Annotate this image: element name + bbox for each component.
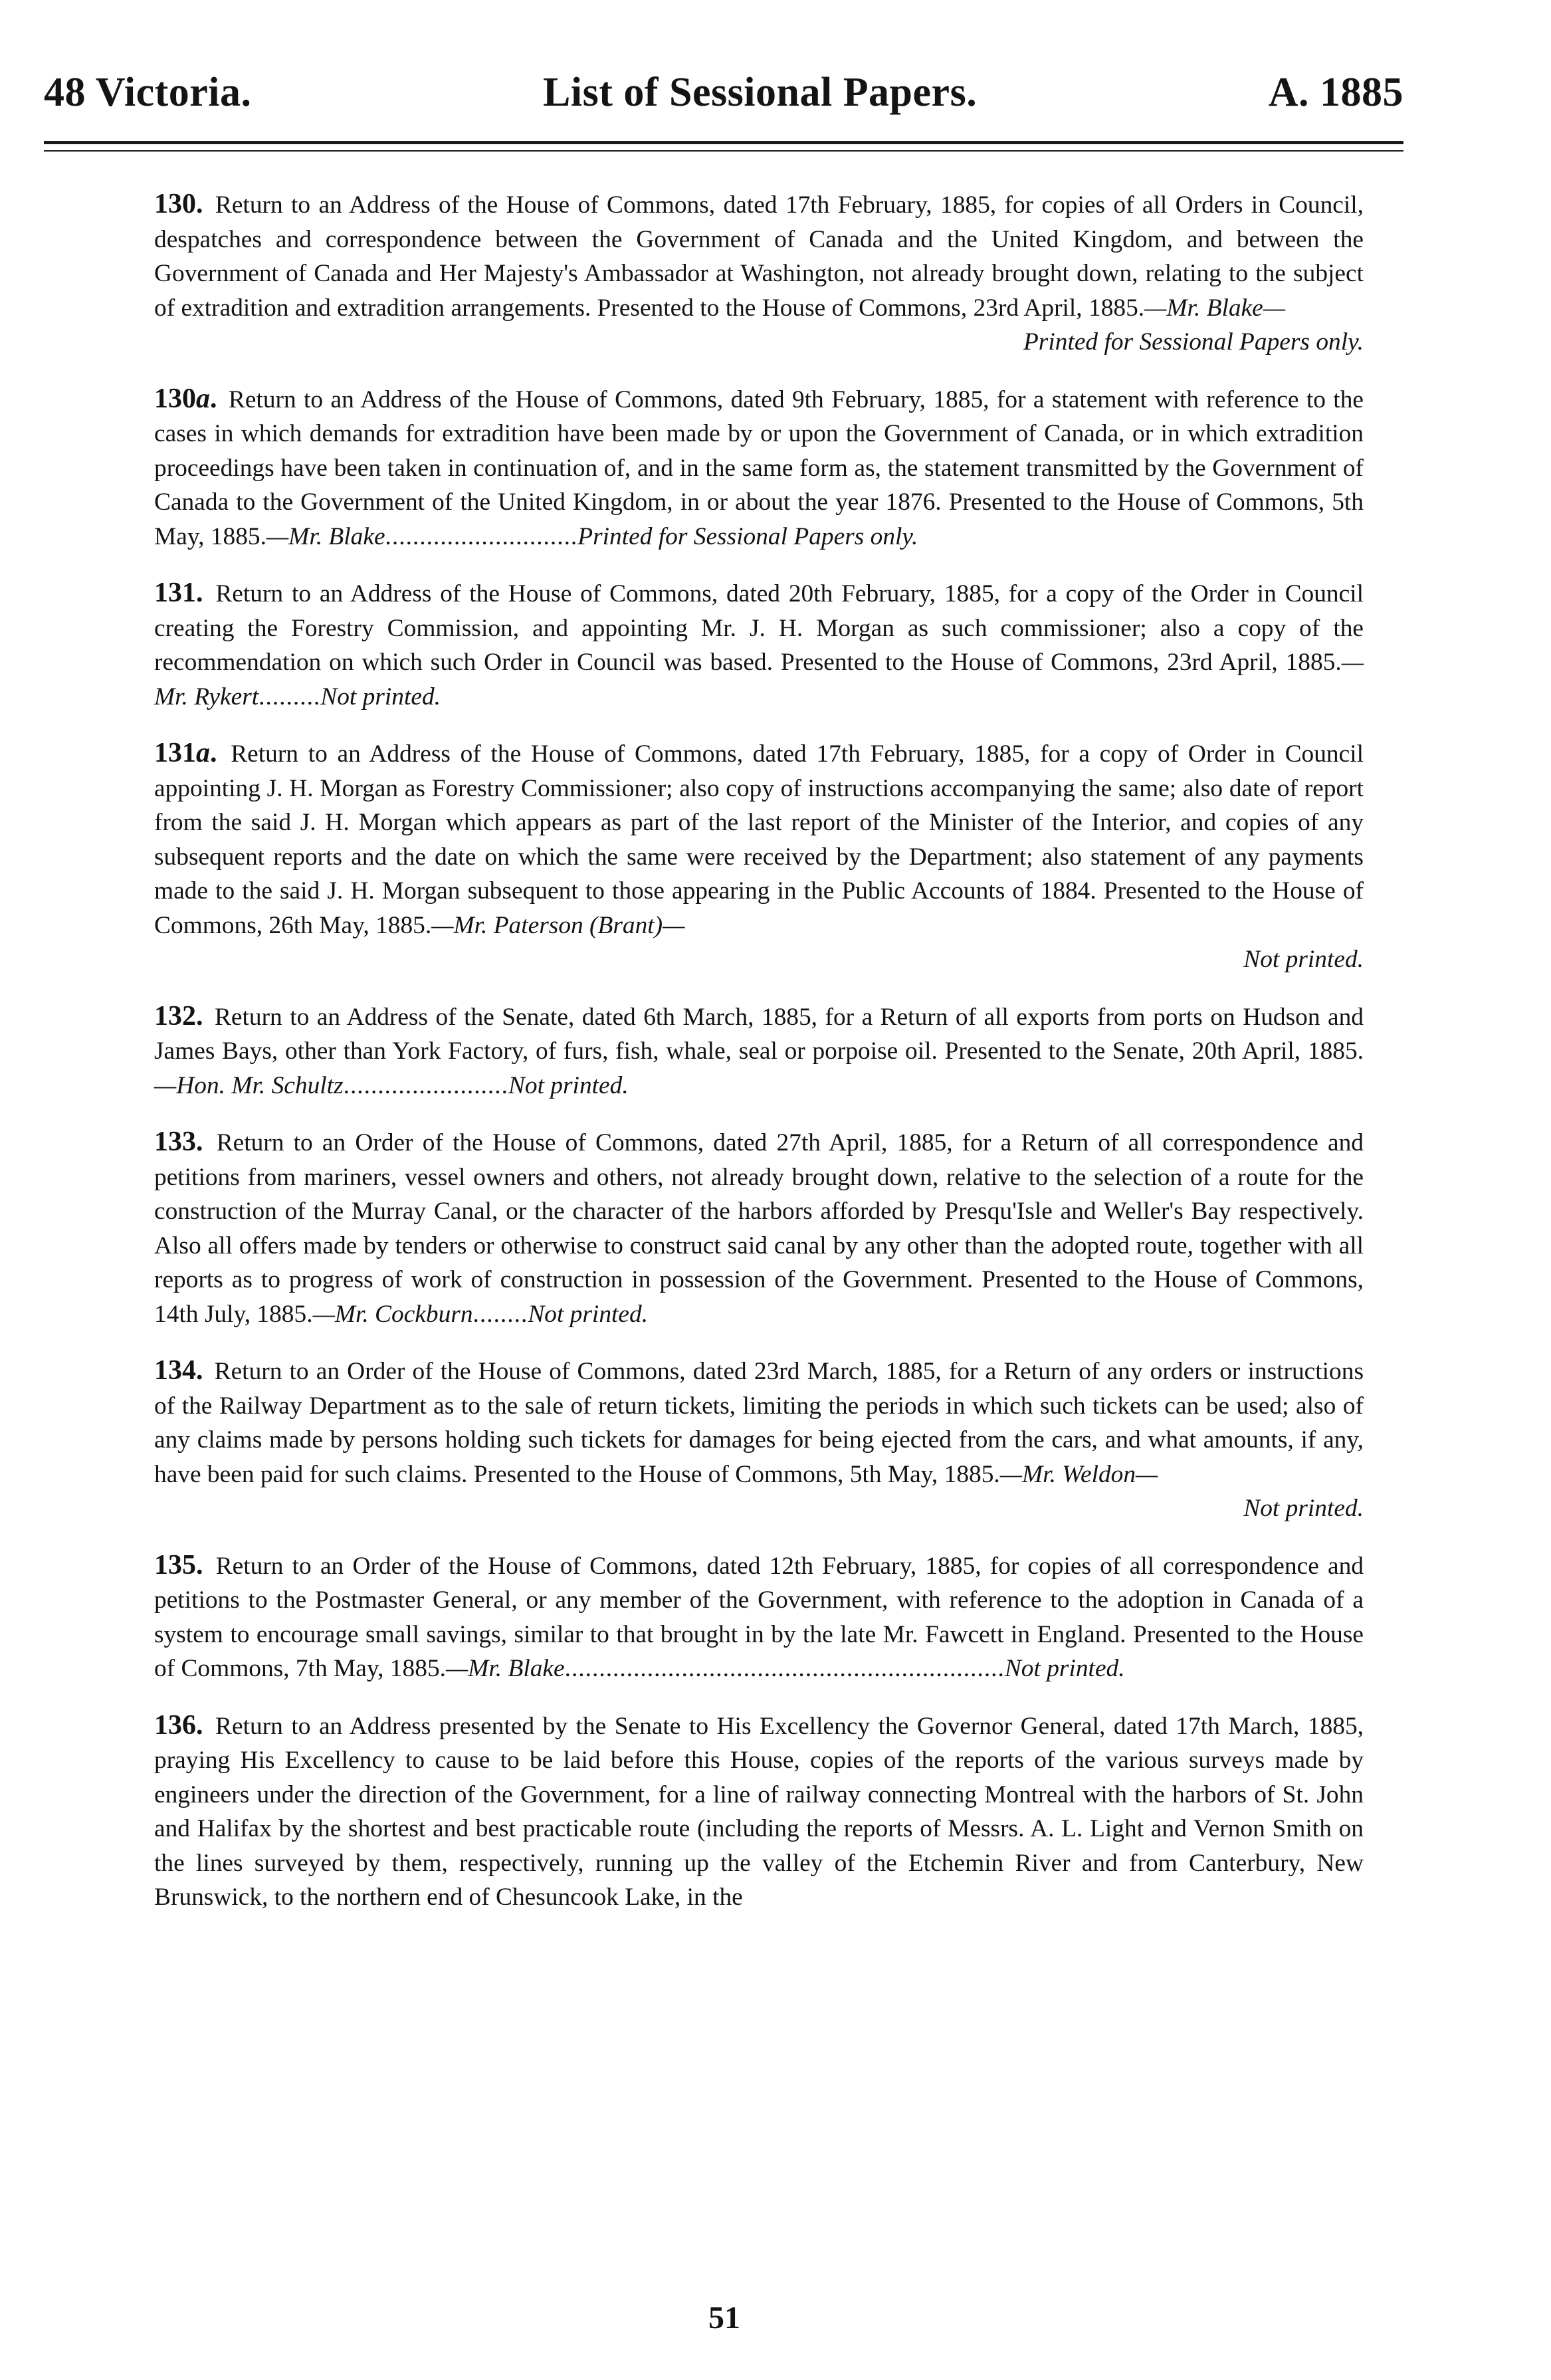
entry-description: Return to an Address of the Senate, dated 6th March, 1885, for a Return of all exports from ports on Hudson and James Bays, other than York Factory, of furs, fish, whale, seal or porpoise oil. Presented to the Senate, 20th April, 1885. <box>154 1003 1364 1065</box>
paper-entry-131a <box>154 736 1364 977</box>
entry-number: 130a. <box>154 383 217 414</box>
dot-leader: ............................ <box>385 522 578 550</box>
page-header <box>44 56 1403 129</box>
entry-description: Return to an Address of the House of Commons, dated 17th February, 1885, for copies of all Orders in Council, despatches and correspondence between the Government of Canada and the United Kingdom, and between the Government of Canada and Her Majesty's Ambassador at Washington, not already brought down, relating to the subject of extradition and extradition arrangements. Presented to the House of Commons, 23rd April, 1885. <box>154 191 1364 322</box>
entry-status: Not printed. <box>1004 1655 1125 1682</box>
entry-text <box>154 736 1364 942</box>
entry-number: 134. <box>154 1355 203 1386</box>
entry-status: Printed for Sessional Papers only. <box>1023 328 1364 356</box>
entry-member: —Mr. Blake <box>446 1655 565 1682</box>
header-year: A. 1885 <box>1268 69 1403 115</box>
entry-member: —Mr. Paterson (Brant)— <box>431 911 685 939</box>
entry-status: Not printed. <box>528 1300 649 1328</box>
dot-leader: ................................................................ <box>564 1655 1005 1682</box>
entry-text <box>154 1709 1364 1915</box>
entry-number: 135. <box>154 1549 203 1580</box>
paper-entry-132 <box>154 1000 1364 1103</box>
paper-entry-130a <box>154 382 1364 554</box>
entry-number: 130. <box>154 189 203 219</box>
sessional-papers-list <box>154 187 1364 1937</box>
entry-member: —Mr. Blake <box>266 522 385 550</box>
entry-description: Return to an Address of the House of Commons, dated 20th February, 1885, for a copy of the Order in Council creating the Forestry Commission, and appointing Mr. J. H. Morgan as such commissioner; also a copy of the recommendation on which such Order in Council was based. Presented to the House of Commons, 23rd April, 1885. <box>154 580 1364 676</box>
entry-description: Return to an Order of the House of Commons, dated 23rd March, 1885, for a Return of any orders or instructions of the Railway Department as to the sale of return tickets, limiting the periods in which such tickets can be used; also of any claims made by persons holding such tickets for damages for being ejected from the cars, and what amounts, if any, have been paid for such claims. Presented to the House of Commons, 5th May, 1885. <box>154 1358 1364 1488</box>
entry-description: Return to an Order of the House of Commons, dated 27th April, 1885, for a Return of all correspondence and petitions from mariners, vessel owners and others, not already brought down, relative to the selection of a route for the construction of the Murray Canal, or the character of the harbors afforded by Presqu'Isle and Weller's Bay respectively. Also all offers made by tenders or otherwise to construct said canal by any other than the adopted route, together with all reports as to progress of work of construction in possession of the Government. Presented to the House of Commons, 14th July, 1885. <box>154 1129 1364 1328</box>
entry-member: —Hon. Mr. Schultz <box>154 1071 344 1099</box>
dot-leader: ........................ <box>343 1071 508 1099</box>
entry-text <box>154 1125 1364 1331</box>
paper-entry-134 <box>154 1354 1364 1526</box>
entry-text <box>154 1549 1364 1686</box>
entry-text <box>154 187 1364 325</box>
entry-status: Printed for Sessional Papers only. <box>577 522 918 550</box>
entry-status: Not printed. <box>1243 1495 1364 1522</box>
entry-description: Return to an Address of the House of Commons, dated 17th February, 1885, for a copy of Order in Council appointing J. H. Morgan as Forestry Commissioner; also copy of instructions accompanying the same; also date of report from the said J. H. Morgan which appears as part of the last report of the Minister of the Interior, and copies of any subsequent reports and the date on which the same were received by the Department; also statement of any payments made to the said J. H. Morgan subsequent to those appearing in the Public Accounts of 1884. Presented to the House of Commons, 26th May, 1885. <box>154 740 1364 939</box>
page-number: 51 <box>708 2300 740 2335</box>
paper-entry-130 <box>154 187 1364 360</box>
entry-status: Not printed. <box>508 1071 629 1099</box>
entry-number: 131a. <box>154 738 217 768</box>
paper-entry-131 <box>154 576 1364 714</box>
entry-number: 133. <box>154 1127 203 1157</box>
entry-text <box>154 1354 1364 1491</box>
entry-number: 132. <box>154 1000 203 1031</box>
header-title: List of Sessional Papers. <box>543 69 978 115</box>
entry-text <box>154 1000 1364 1103</box>
entry-description: Return to an Address presented by the Senate to His Excellency the Governor General, dated 17th March, 1885, praying His Excellency to cause to be laid before this House, copies of the reports of the various surveys made by engineers under the direction of the Government, for a line of railway connecting Montreal with the harbors of St. John and Halifax by the shortest and best practicable route (including the reports of Messrs. A. L. Light and Vernon Smith on the lines surveyed by them, respectively, running up the valley of the Etchemin River and from Canterbury, New Brunswick, to the northern end of Chesuncook Lake, in the <box>154 1712 1364 1911</box>
dot-leader: ......... <box>258 683 321 710</box>
header-reign: 48 Victoria. <box>44 69 252 115</box>
entry-number: 136. <box>154 1709 203 1741</box>
entry-text <box>154 576 1364 714</box>
entry-member: —Mr. Blake— <box>1144 294 1285 322</box>
entry-member: —Mr. Weldon— <box>999 1460 1158 1488</box>
entry-description: Return to an Address of the House of Commons, dated 9th February, 1885, for a statement with reference to the cases in which demands for extradition have been made by or upon the Government of Canada, or in which extradition proceedings have been taken in continuation of, and in the same form as, the statement transmitted by the Government of Canada to the Government of the United Kingdom, in or about the year 1876. Presented to the House of Commons, 5th May, 1885. <box>154 385 1364 550</box>
dot-leader: ........ <box>472 1300 528 1328</box>
entry-description: Return to an Order of the House of Commons, dated 12th February, 1885, for copies of all correspondence and petitions to the Postmaster General, or any member of the Government, with reference to the adoption in Canada of a system to encourage small savings, similar to that brought in by the late Mr. Fawcett in England. Presented to the House of Commons, 7th May, 1885. <box>154 1552 1364 1682</box>
header-rule-thick <box>44 141 1403 144</box>
entry-member: —Mr. Cockburn <box>312 1300 473 1328</box>
paper-entry-136 <box>154 1709 1364 1915</box>
paper-entry-133 <box>154 1125 1364 1331</box>
entry-status: Not printed. <box>1243 946 1364 973</box>
entry-status: Not printed. <box>320 683 441 710</box>
entry-member: —Mr. Rykert <box>154 649 1364 710</box>
entry-number: 131. <box>154 578 203 608</box>
paper-entry-135 <box>154 1549 1364 1686</box>
entry-text <box>154 382 1364 554</box>
header-rule-thin <box>44 150 1403 152</box>
